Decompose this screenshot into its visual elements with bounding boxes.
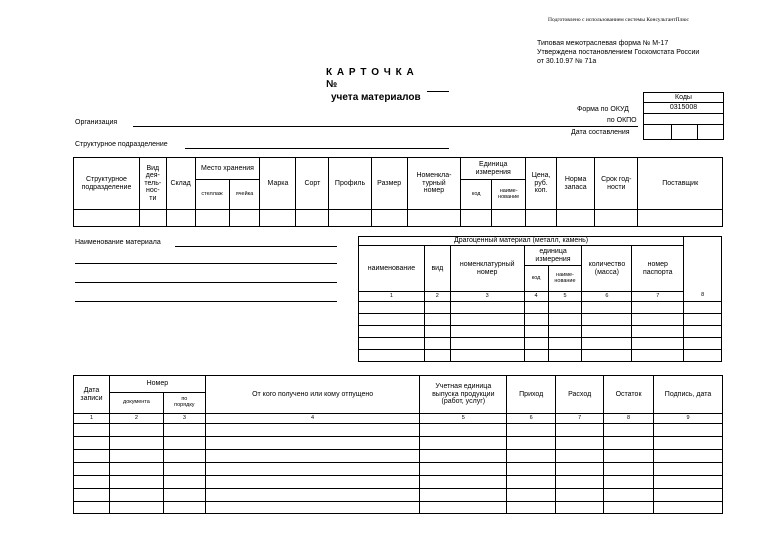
col-p-naim2: наиме- нование [548,266,582,292]
form-info-line-1: Типовая межотраслевая форма № М-17 [537,40,669,47]
col-p-kod: код [524,266,548,292]
col-norma: Норма запаса [557,158,595,210]
col-p-nomenkl: номенклатурный номер [450,246,524,292]
col-cena: Цена, руб. коп. [526,158,557,210]
table-row[interactable] [74,476,723,489]
table-row[interactable] [74,450,723,463]
material-name-field[interactable] [175,246,337,247]
col-vid: Вид дея- тель- нос- ти [139,158,166,210]
col-mesto: Место хранения [195,158,260,180]
number-field[interactable] [427,91,449,92]
okpo-label: по ОКПО [607,117,637,124]
m-num-8: 8 [604,414,654,424]
num-3: 3 [450,292,524,302]
material-card-table [73,157,723,227]
table-cell[interactable] [371,210,407,227]
consultant-note: Подготовлено с использованием системы КонсультантПлюс [548,17,689,23]
table-row[interactable] [359,326,722,338]
page-subtitle: учета материалов [331,92,421,103]
table-cell[interactable] [260,210,296,227]
table-row[interactable] [359,350,722,362]
table-row[interactable] [74,489,723,502]
table-cell[interactable] [407,210,461,227]
table-cell[interactable] [229,210,260,227]
col-p-naim: наименование [359,246,425,292]
page-title: К А Р Т О Ч К А [326,67,415,78]
col-yacheyka: ячейка [229,180,260,210]
num-5: 5 [548,292,582,302]
m-num-2: 2 [109,414,163,424]
table-row[interactable] [74,437,723,450]
m-num-3: 3 [163,414,205,424]
precious-title: Драгоценный материал (металл, камень) [359,237,684,246]
col-marka: Марка [260,158,296,210]
movements-table [73,375,723,514]
table-cell[interactable] [595,210,638,227]
table-row[interactable] [74,463,723,476]
table-row[interactable] [359,314,722,326]
col-p-vid: вид [424,246,450,292]
table-cell[interactable] [195,210,229,227]
col-m-uchet: Учетная единица выпуска продукции (работ, услуг) [420,376,507,414]
table-row[interactable] [359,302,722,314]
col-m-poryadku: по порядку [163,393,205,414]
m-num-5: 5 [420,414,507,424]
col-p-nomer: номер паспорта [632,246,684,292]
col-srok: Срок год- ности [595,158,638,210]
num-1: 1 [359,292,425,302]
material-line-2[interactable] [75,263,337,264]
m-num-6: 6 [507,414,556,424]
col-stellazh: стеллаж [195,180,229,210]
col-m-rashod: Расход [556,376,604,414]
date-cell-1[interactable] [643,124,672,140]
col8-header [684,237,722,292]
col-m-ostatok: Остаток [604,376,654,414]
col-m-dokumenta: документа [109,393,163,414]
number-label: № [326,79,338,90]
date-cell-2[interactable] [671,124,698,140]
col-struct: Структурное подразделение [74,158,140,210]
col-m-prihod: Приход [507,376,556,414]
m-num-4: 4 [205,414,420,424]
table-cell[interactable] [557,210,595,227]
col-sort: Сорт [296,158,329,210]
col-m-nomer: Номер [109,376,205,393]
m-num-9: 9 [654,414,723,424]
form-info-line-2: Утверждена постановлением Госкомстата России [537,49,700,56]
material-line-4[interactable] [75,301,337,302]
num-4: 4 [524,292,548,302]
col-razmer: Размер [371,158,407,210]
col-profil: Профиль [329,158,371,210]
col-m-data: Дата записи [74,376,110,414]
struct-field[interactable] [185,148,449,149]
m-num-7: 7 [556,414,604,424]
table-cell[interactable] [74,210,140,227]
col-m-otkogo: От кого получено или кому отпущено [205,376,420,414]
col-p-edinica: единица измерения [524,246,582,266]
num-2: 2 [424,292,450,302]
struct-label: Структурное подразделение [75,141,168,148]
table-cell[interactable] [329,210,371,227]
date-label: Дата составления [571,129,630,136]
table-row[interactable] [74,424,723,437]
material-name-label: Наименование материала [75,239,161,246]
col-sklad: Склад [166,158,195,210]
precious-material-table [358,236,722,362]
table-cell[interactable] [526,210,557,227]
date-cell-3[interactable] [697,124,724,140]
table-cell[interactable] [139,210,166,227]
num-8: 8 [684,292,722,302]
col-kod: код [461,180,492,210]
col-naim: наиме- нование [492,180,526,210]
num-6: 6 [582,292,632,302]
okud-value[interactable]: 0315008 [643,102,724,114]
table-cell[interactable] [492,210,526,227]
codes-header: Коды [643,92,724,103]
material-line-3[interactable] [75,282,337,283]
col-edinica: Единица измерения [461,158,526,180]
org-field[interactable] [133,126,638,127]
m-num-1: 1 [74,414,110,424]
table-cell[interactable] [638,210,723,227]
table-cell[interactable] [461,210,492,227]
col-postavshik: Поставщик [638,158,723,210]
table-row[interactable] [74,502,723,514]
okud-label: Форма по ОКУД [577,106,629,113]
col-nomenkl: Номенкла- турный номер [407,158,461,210]
num-7: 7 [632,292,684,302]
table-cell[interactable] [296,210,329,227]
col-p-kolvo: количество (масса) [582,246,632,292]
table-row[interactable] [359,338,722,350]
table-row[interactable] [74,210,723,227]
form-info-line-3: от 30.10.97 № 71а [537,58,597,65]
org-label: Организация [75,119,118,126]
col-m-podpis: Подпись, дата [654,376,723,414]
table-cell[interactable] [166,210,195,227]
